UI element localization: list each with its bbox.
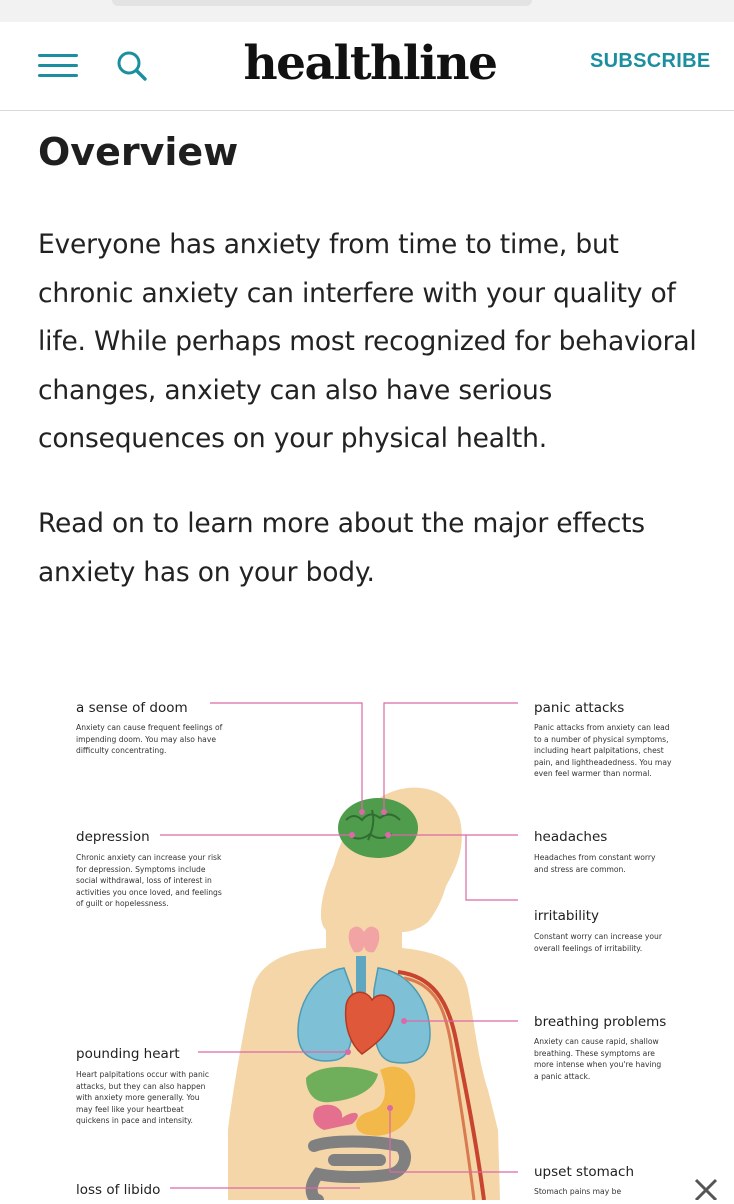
label-loss-of-libido: loss of libido — [76, 1182, 161, 1198]
desc-sense-of-doom: Anxiety can cause frequent feelings of impending doom. You may also have difficulty concentrating. — [76, 723, 223, 755]
desc-depression: Chronic anxiety can increase your risk for depression. Symptoms include social withdrawal, loss of interest in activities you once loved, and feelings of guilt or hopelessness. — [76, 853, 222, 908]
label-pounding-heart: pounding heart — [76, 1046, 180, 1062]
address-bar-edge — [112, 0, 532, 6]
desc-upset-stomach: Stomach pains may be — [534, 1187, 622, 1196]
subscribe-button[interactable]: SUBSCRIBE — [590, 50, 711, 72]
desc-headaches: Headaches from constant worry and stress are common. — [534, 853, 656, 874]
desc-pounding-heart: Heart palpitations occur with panic attacks, but they can also happen with anxiety more generally. You may feel like your heartbeat quickens in pace and intensity. — [76, 1070, 210, 1125]
label-panic-attacks: panic attacks — [534, 700, 625, 716]
browser-top-strip — [0, 0, 734, 22]
read-on-paragraph: Read on to learn more about the major effects anxiety has on your body. — [38, 508, 645, 588]
search-icon[interactable] — [114, 48, 150, 84]
hamburger-menu-icon[interactable] — [38, 52, 78, 80]
desc-irritability: Constant worry can increase your overall feelings of irritability. — [534, 932, 662, 953]
label-depression: depression — [76, 829, 150, 845]
label-breathing-problems: breathing problems — [534, 1014, 667, 1030]
site-header — [0, 22, 734, 111]
desc-breathing-problems: Anxiety can cause rapid, shallow breathing. These symptoms are more intense when you're having a panic attack. — [534, 1037, 662, 1081]
desc-panic-attacks: Panic attacks from anxiety can lead to a number of physical symptoms, including heart palpitations, chest pain, and lightheadedness. You may even feel warmer than normal. — [534, 723, 672, 778]
anxiety-effects-infographic — [0, 660, 734, 1200]
brain-illustration — [338, 798, 418, 858]
label-upset-stomach: upset stomach — [534, 1164, 635, 1180]
section-title: Overview — [38, 130, 239, 174]
label-irritability: irritability — [534, 908, 600, 924]
trachea-illustration — [356, 956, 366, 996]
label-sense-of-doom: a sense of doom — [76, 700, 188, 716]
close-icon[interactable] — [686, 1172, 726, 1200]
intro-paragraph: Everyone has anxiety from time to time, but chronic anxiety can interfere with your quality of life. While perhaps most recognized for behavioral changes, anxiety can also have serious consequences on your physical health. — [38, 229, 697, 454]
label-headaches: headaches — [534, 829, 608, 845]
site-logo[interactable]: healthline — [243, 36, 497, 91]
